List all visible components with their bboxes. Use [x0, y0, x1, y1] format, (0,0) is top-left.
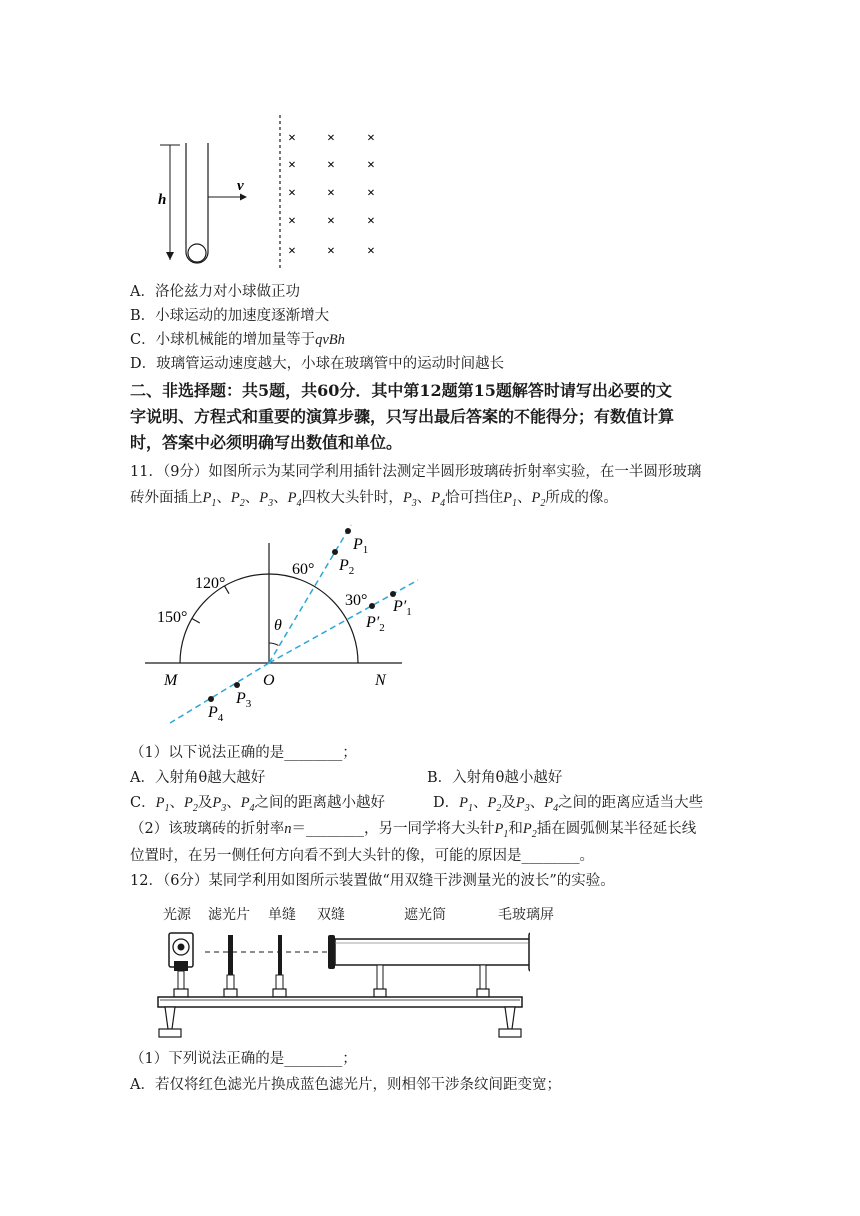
q11-sub2-line1 — [130, 818, 696, 846]
q10-option-b: B．小球运动的加速度逐渐增大 — [130, 308, 330, 324]
section2-heading-line2: 字说明、方程式和重要的演算步骤，只写出最后答案的不能得分；有数值计算 — [130, 407, 675, 426]
q10-option-c — [130, 329, 345, 351]
pin-p1: $P_1$ — [459, 795, 473, 814]
pin-p2: $P_2$ — [230, 490, 245, 509]
field-cross: × — [327, 186, 335, 201]
pin-p4: $P_4$ — [240, 795, 255, 814]
magnetic-field-crosses — [288, 131, 375, 259]
pin-p1: $P_1$ — [494, 821, 509, 840]
field-cross: × — [327, 131, 335, 146]
field-cross: × — [327, 214, 335, 229]
pin-p3: $P_3$ — [212, 795, 227, 814]
q11-sub2-text: 插在圆弧侧某半径延长线 — [536, 821, 697, 837]
q10-option-c-text: C．小球机械能的增加量等于 — [130, 332, 316, 348]
separator: 、 — [244, 490, 260, 506]
apparatus-label-screen: 毛玻璃屏 — [498, 907, 554, 923]
angle-60: 60° — [292, 561, 315, 578]
point-n: N — [375, 672, 386, 689]
separator: 、 — [416, 490, 432, 506]
separator: 、 — [517, 490, 532, 506]
q10-option-d: D．玻璃管运动速度越大，小球在玻璃管中的运动时间越长 — [130, 356, 505, 372]
pin-p2: $P_2$ — [522, 821, 537, 840]
q11-sub2-text: ＝________，另一同学将大头针 — [291, 821, 495, 837]
pin-p2: $P_2$ — [487, 795, 502, 814]
figure-double-slit-apparatus — [150, 925, 530, 1040]
angle-30: 30° — [345, 592, 368, 609]
figure-semicircle-refraction — [140, 515, 440, 730]
figure-tube-magnetic-field — [150, 110, 400, 275]
q11-option-a: A．入射角θ越大越好 — [130, 770, 266, 786]
field-cross: × — [288, 186, 296, 201]
q12-option-a: A．若仅将红色滤光片换成蓝色滤光片，则相邻干涉条纹间距变宽； — [130, 1077, 561, 1093]
q12-sub1-question: （1）下列说法正确的是________； — [130, 1051, 357, 1067]
refractive-index-symbol: n — [284, 821, 292, 837]
separator: 、 — [273, 490, 288, 506]
option-c-text: 之间的距离越小越好 — [254, 795, 386, 811]
pin-p4: $P_4$ — [431, 490, 446, 509]
q12-stem: 12．（6分）某同学利用如图所示装置做“用双缝干涉测量光的波长”的实验。 — [130, 873, 615, 889]
point-o: O — [263, 672, 275, 689]
conjunction: 及 — [197, 795, 213, 811]
option-d-text: 之间的距离应适当大些 — [558, 795, 704, 811]
apparatus-label-filter: 滤光片 — [208, 907, 250, 923]
pin-p1: $P_1$ — [202, 490, 217, 509]
height-label: h — [158, 192, 167, 208]
conjunction: 及 — [501, 795, 516, 811]
label-p3: $P_3$ — [236, 690, 252, 710]
separator: 、 — [473, 795, 488, 811]
field-cross: × — [288, 244, 296, 259]
q11-option-c — [130, 792, 385, 820]
field-cross: × — [367, 131, 375, 146]
angle-120: 120° — [195, 575, 226, 592]
separator: 、 — [226, 795, 241, 811]
conjunction: 和 — [508, 821, 523, 837]
q10-option-a: A．洛伦兹力对小球做正功 — [130, 284, 300, 300]
apparatus-label-shade-tube: 遮光筒 — [404, 907, 446, 923]
label-p2: $P_2$ — [339, 557, 355, 577]
point-m: M — [164, 672, 178, 689]
q11-stem-text: 四枚大头针时， — [301, 490, 403, 506]
velocity-label: v — [237, 178, 244, 194]
separator: 、 — [216, 490, 231, 506]
field-cross: × — [367, 244, 375, 259]
theta-label: θ — [274, 617, 282, 634]
option-c-letter: C． — [130, 795, 156, 811]
field-cross: × — [367, 186, 375, 201]
field-cross: × — [367, 214, 375, 229]
label-p1: $P_1$ — [353, 536, 369, 556]
apparatus-label-light-source: 光源 — [163, 907, 191, 923]
q11-sub2-text: （2）该玻璃砖的折射率 — [130, 821, 285, 837]
q10-option-c-expression: qvBh — [315, 332, 345, 348]
pin-p2: $P_2$ — [183, 795, 198, 814]
q11-stem-line1: 11．（9分）如图所示为某同学利用插针法测定半圆形玻璃砖折射率实验，在一半圆形玻璃 — [130, 464, 702, 480]
q11-stem-text: 恰可挡住 — [445, 490, 504, 506]
apparatus-label-single-slit: 单缝 — [268, 907, 296, 923]
pin-p3: $P_3$ — [259, 490, 274, 509]
pin-p3: $P_3$ — [515, 795, 530, 814]
label-p1-prime: $P'_1$ — [393, 598, 412, 618]
pin-p4: $P_4$ — [287, 490, 302, 509]
q11-sub1-question: （1）以下说法正确的是________； — [130, 745, 357, 761]
pin-p3: $P_3$ — [402, 490, 417, 509]
section2-heading-line3: 时，答案中必须明确写出数值和单位。 — [130, 433, 403, 452]
apparatus-label-double-slit: 双缝 — [317, 907, 345, 923]
field-cross: × — [367, 158, 375, 173]
separator: 、 — [529, 795, 545, 811]
option-d-letter: D． — [433, 795, 460, 811]
separator: 、 — [169, 795, 184, 811]
label-p4: $P_4$ — [208, 704, 224, 724]
pin-p4: $P_4$ — [544, 795, 559, 814]
field-cross: × — [327, 158, 335, 173]
q11-stem-line2 — [130, 487, 618, 515]
pin-p2: $P_2$ — [531, 490, 546, 509]
field-cross: × — [288, 158, 296, 173]
field-cross: × — [288, 214, 296, 229]
angle-150: 150° — [157, 609, 188, 626]
pin-p1: $P_1$ — [155, 795, 170, 814]
pin-p1: $P_1$ — [503, 490, 518, 509]
field-cross: × — [327, 244, 335, 259]
q11-option-b: B．入射角θ越小越好 — [427, 770, 563, 786]
q11-stem-text: 砖外面插上 — [130, 490, 203, 506]
q11-sub2-line2: 位置时，在另一侧任何方向看不到大头针的像，可能的原因是________。 — [130, 848, 594, 864]
field-cross: × — [288, 131, 296, 146]
section2-heading-line1: 二、非选择题：共5题，共60分．其中第12题第15题解答时请写出必要的文 — [130, 381, 672, 400]
q11-option-d — [433, 792, 703, 820]
q11-stem-text: 所成的像。 — [545, 490, 618, 506]
label-p2-prime: $P'_2$ — [366, 614, 385, 634]
